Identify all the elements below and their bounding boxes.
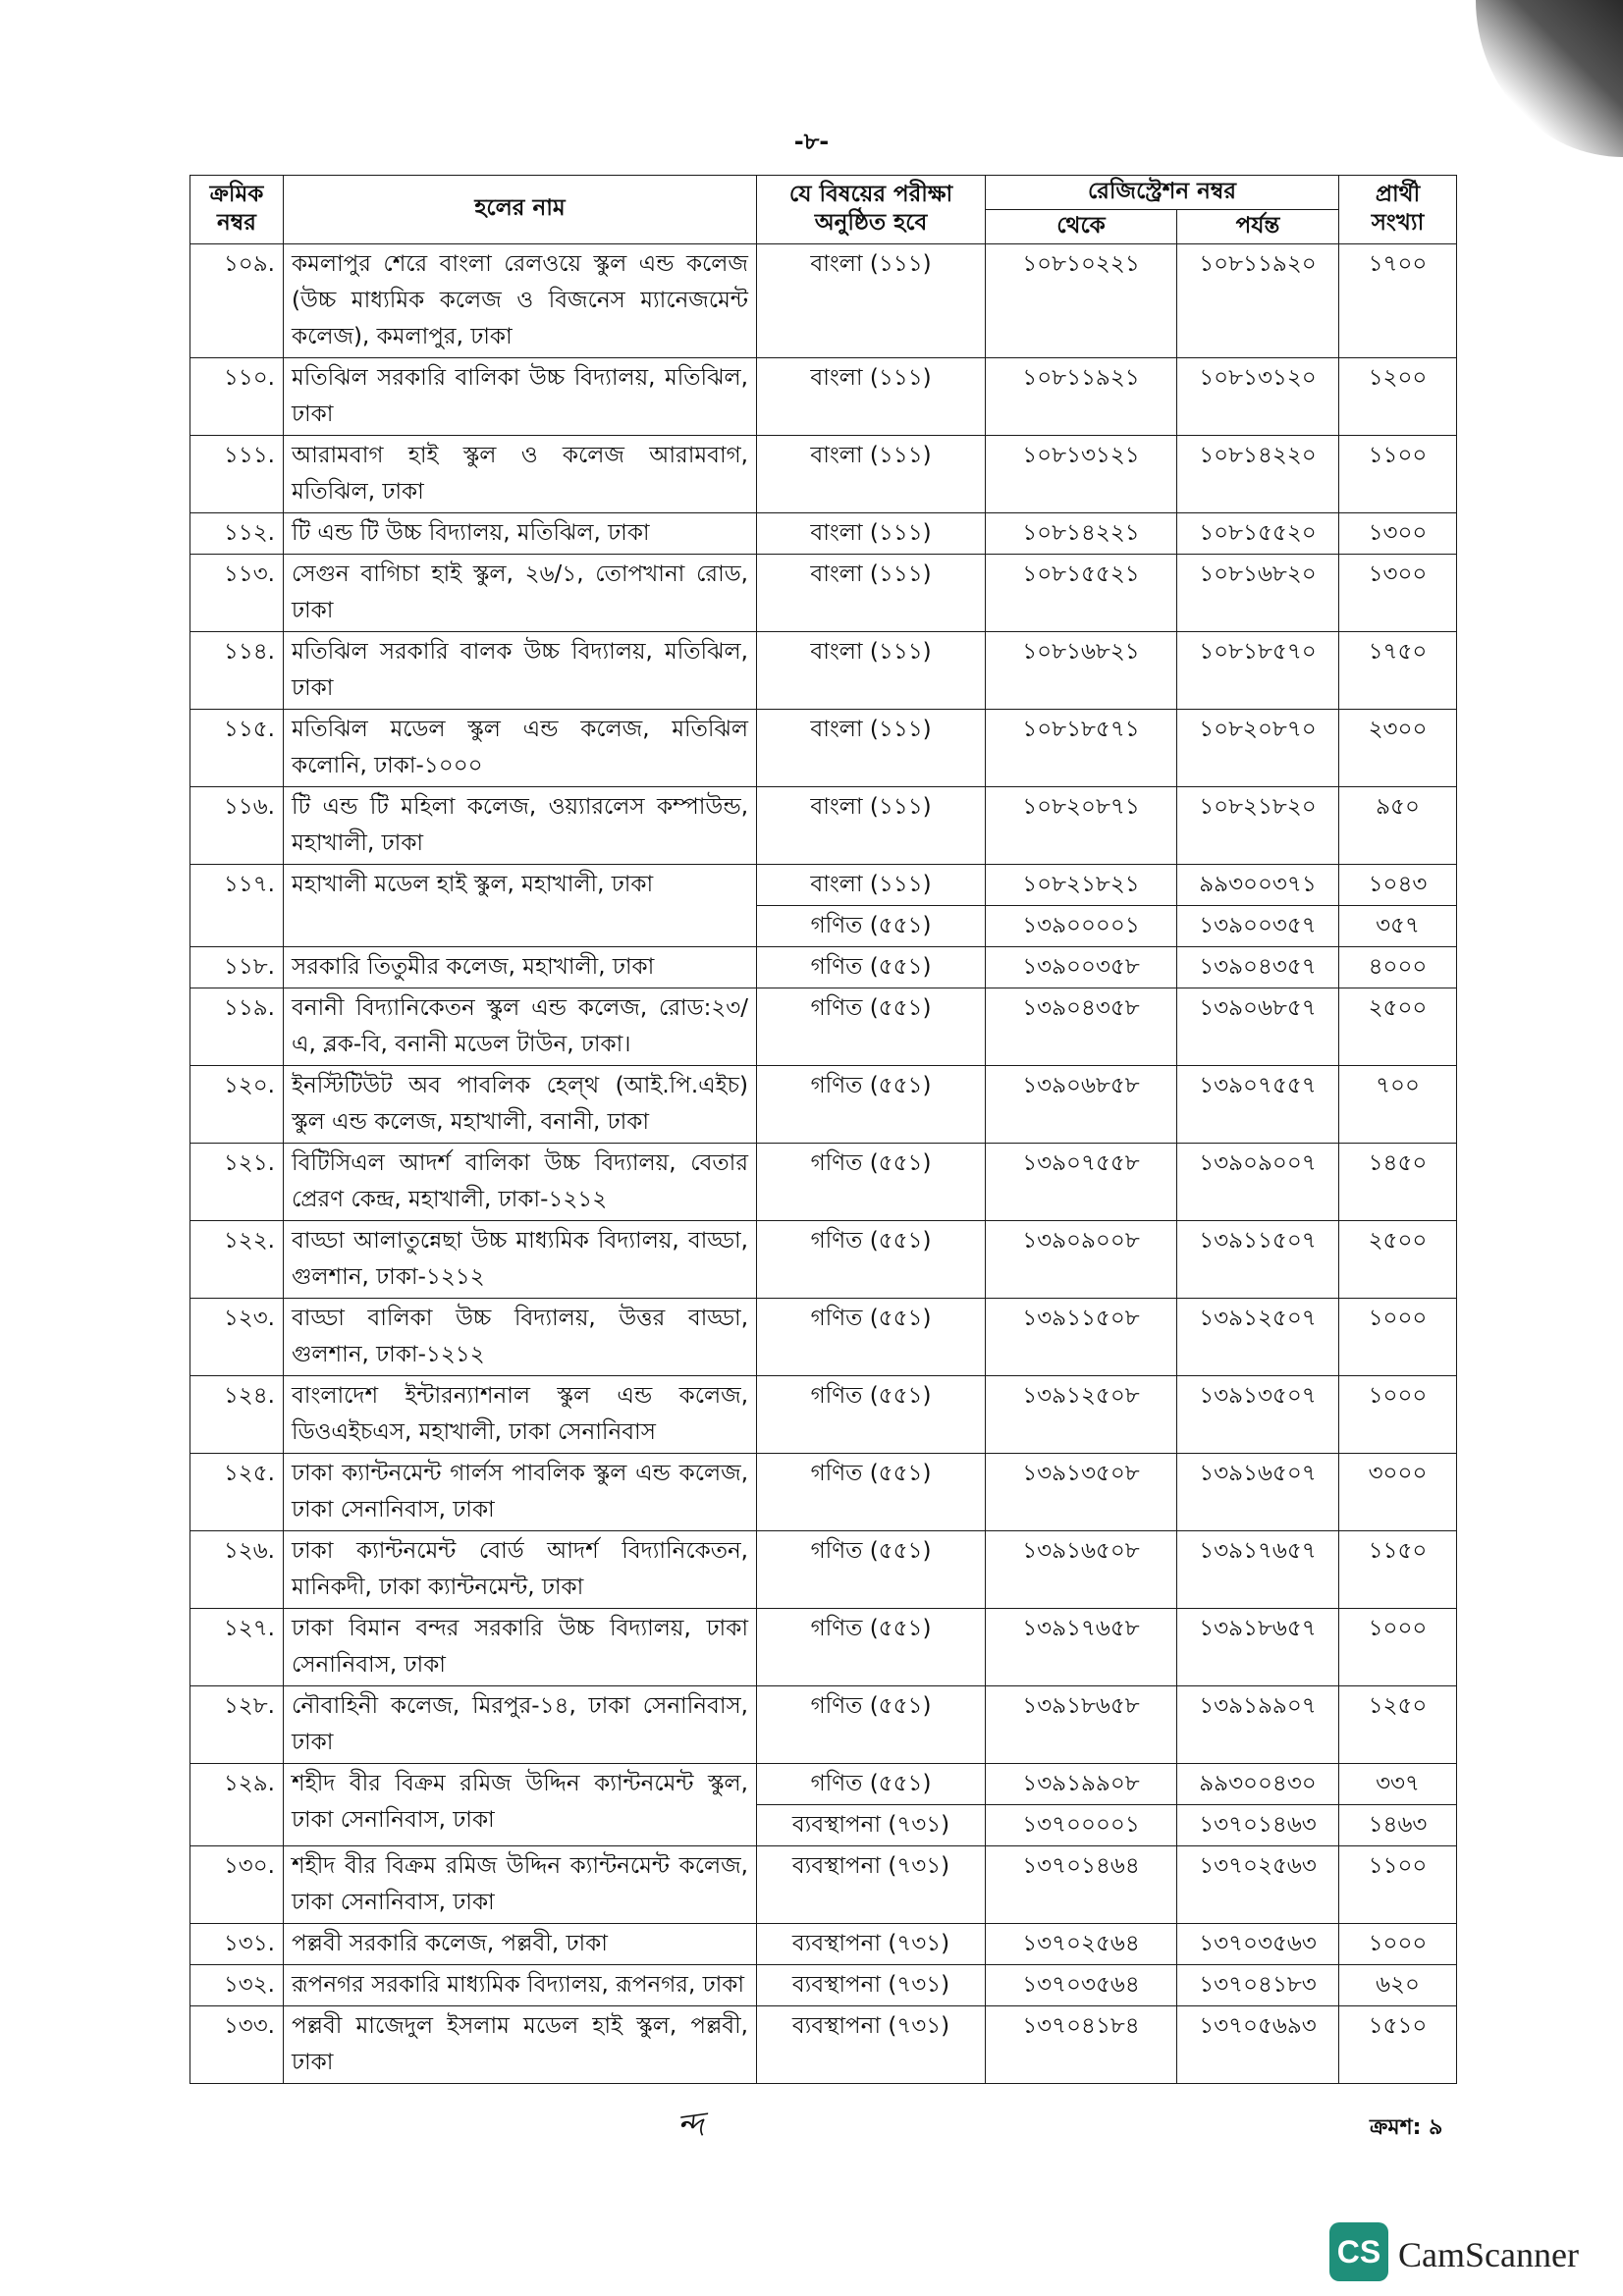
serial-cell: ১১৫. [190, 709, 284, 786]
subject-cell: ব্যবস্থাপনা (৭৩১) [757, 1964, 986, 2005]
subject-cell: গণিত (৫৫১) [757, 905, 986, 946]
reg-from-cell: ১৩৯০৬৮৫৮ [986, 1065, 1177, 1143]
serial-cell: ১০৯. [190, 243, 284, 357]
reg-to-cell: ১৩৯০৬৮৫৭ [1177, 988, 1339, 1065]
header-serial: ক্রমিক নম্বর [190, 176, 284, 244]
candidate-count-cell: ৯৫০ [1339, 786, 1457, 864]
reg-from-cell: ১৩৯১১৫০৮ [986, 1298, 1177, 1375]
subject-cell: বাংলা (১১১) [757, 864, 986, 905]
header-count: প্রার্থী সংখ্যা [1339, 176, 1457, 244]
serial-cell: ১১৩. [190, 554, 284, 631]
subject-cell: বাংলা (১১১) [757, 243, 986, 357]
candidate-count-cell: ১০০০ [1339, 1298, 1457, 1375]
reg-from-cell: ১৩৯০৯০০৮ [986, 1220, 1177, 1298]
candidate-count-cell: ২৩০০ [1339, 709, 1457, 786]
reg-to-cell: ১০৮১১৯২০ [1177, 243, 1339, 357]
table-row [190, 1453, 1457, 1530]
table-row [190, 1375, 1457, 1453]
reg-to-cell: ৯৯৩০০৪৩০ [1177, 1763, 1339, 1804]
reg-to-cell: ১৩৯০৯০০৭ [1177, 1143, 1339, 1220]
subject-cell: গণিত (৫৫১) [757, 946, 986, 988]
table-row [190, 1298, 1457, 1375]
candidate-count-cell: ৪০০০ [1339, 946, 1457, 988]
table-row [190, 2005, 1457, 2083]
table-body [190, 243, 1457, 2083]
hall-name-cell: মতিঝিল সরকারি বালিকা উচ্চ বিদ্যালয়, মতিঝিল, ঢাকা [284, 357, 757, 435]
candidate-count-cell: ১৪৫০ [1339, 1143, 1457, 1220]
camscanner-logo: CS [1329, 2222, 1388, 2281]
subject-cell: ব্যবস্থাপনা (৭৩১) [757, 1845, 986, 1923]
table-row [190, 554, 1457, 631]
candidate-count-cell: ৩৩৭ [1339, 1763, 1457, 1804]
hall-name-cell: বাড্ডা বালিকা উচ্চ বিদ্যালয়, উত্তর বাড্ডা, গুলশান, ঢাকা-১২১২ [284, 1298, 757, 1375]
table-row [190, 1923, 1457, 1964]
subject-cell: গণিত (৫৫১) [757, 1065, 986, 1143]
serial-cell: ১১১. [190, 435, 284, 512]
serial-cell: ১১৯. [190, 988, 284, 1065]
subject-cell: গণিত (৫৫১) [757, 988, 986, 1065]
reg-to-cell: ১৩৭০৫৬৯৩ [1177, 2005, 1339, 2083]
reg-to-cell: ১৩৭০১৪৬৩ [1177, 1804, 1339, 1845]
reg-from-cell: ১৩৯০৭৫৫৮ [986, 1143, 1177, 1220]
reg-from-cell: ১৩৭০৪১৮৪ [986, 2005, 1177, 2083]
serial-cell: ১৩২. [190, 1964, 284, 2005]
candidate-count-cell: ১০০০ [1339, 1923, 1457, 1964]
reg-from-cell: ১৩৯১৮৬৫৮ [986, 1685, 1177, 1763]
hall-name-cell: ঢাকা বিমান বন্দর সরকারি উচ্চ বিদ্যালয়, ঢাকা সেনানিবাস, ঢাকা [284, 1608, 757, 1685]
hall-name-cell: বাড্ডা আলাতুন্নেছা উচ্চ মাধ্যমিক বিদ্যালয়, বাড্ডা, গুলশান, ঢাকা-১২১২ [284, 1220, 757, 1298]
candidate-count-cell: ৬২০ [1339, 1964, 1457, 2005]
table-row [190, 946, 1457, 988]
reg-from-cell: ১০৮১৬৮২১ [986, 631, 1177, 709]
serial-cell: ১১৭. [190, 864, 284, 946]
serial-cell: ১২৬. [190, 1530, 284, 1608]
table-row [190, 1530, 1457, 1608]
subject-cell: বাংলা (১১১) [757, 357, 986, 435]
reg-from-cell: ১০৮১৪২২১ [986, 512, 1177, 554]
candidate-count-cell: ২৫০০ [1339, 1220, 1457, 1298]
subject-cell: গণিত (৫৫১) [757, 1298, 986, 1375]
subject-cell: ব্যবস্থাপনা (৭৩১) [757, 2005, 986, 2083]
candidate-count-cell: ১৩০০ [1339, 554, 1457, 631]
candidate-count-cell: ১১০০ [1339, 435, 1457, 512]
table-row [190, 512, 1457, 554]
hall-name-cell: শহীদ বীর বিক্রম রমিজ উদ্দিন ক্যান্টনমেন্ট কলেজ, ঢাকা সেনানিবাস, ঢাকা [284, 1845, 757, 1923]
reg-to-cell: ১৩৯১৮৬৫৭ [1177, 1608, 1339, 1685]
reg-to-cell: ১৩৭০২৫৬৩ [1177, 1845, 1339, 1923]
reg-to-cell: ১৩৭০৪১৮৩ [1177, 1964, 1339, 2005]
table-row [190, 709, 1457, 786]
hall-name-cell: ইনস্টিটিউট অব পাবলিক হেল্থ (আই.পি.এইচ) স্কুল এন্ড কলেজ, মহাখালী, বনানী, ঢাকা [284, 1065, 757, 1143]
candidate-count-cell: ১১০০ [1339, 1845, 1457, 1923]
table-row [190, 243, 1457, 357]
serial-cell: ১১৬. [190, 786, 284, 864]
hall-name-cell: শহীদ বীর বিক্রম রমিজ উদ্দিন ক্যান্টনমেন্ট স্কুল, ঢাকা সেনানিবাস, ঢাকা [284, 1763, 757, 1845]
serial-cell: ১২১. [190, 1143, 284, 1220]
table-row [190, 435, 1457, 512]
serial-cell: ১২৮. [190, 1685, 284, 1763]
hall-name-cell: বিটিসিএল আদর্শ বালিকা উচ্চ বিদ্যালয়, বেতার প্রেরণ কেন্দ্র, মহাখালী, ঢাকা-১২১২ [284, 1143, 757, 1220]
reg-to-cell: ১৩৯১১৫০৭ [1177, 1220, 1339, 1298]
reg-to-cell: ১০৮২০৮৭০ [1177, 709, 1339, 786]
serial-cell: ১৩১. [190, 1923, 284, 1964]
reg-from-cell: ১৩৯১৭৬৫৮ [986, 1608, 1177, 1685]
reg-from-cell: ১৩৯০৪৩৫৮ [986, 988, 1177, 1065]
hall-name-cell: ঢাকা ক্যান্টনমেন্ট বোর্ড আদর্শ বিদ্যানিকেতন, মানিকদী, ঢাকা ক্যান্টনমেন্ট, ঢাকা [284, 1530, 757, 1608]
reg-from-cell: ১৩৭০২৫৬৪ [986, 1923, 1177, 1964]
subject-cell: বাংলা (১১১) [757, 512, 986, 554]
reg-from-cell: ১৩৯০০৩৫৮ [986, 946, 1177, 988]
table-row [190, 1220, 1457, 1298]
reg-from-cell: ১০৮১১৯২১ [986, 357, 1177, 435]
table-row [190, 786, 1457, 864]
candidate-count-cell: ১০৪৩ [1339, 864, 1457, 905]
page-number: -৮- [793, 128, 830, 155]
hall-name-cell: নৌবাহিনী কলেজ, মিরপুর-১৪, ঢাকা সেনানিবাস, ঢাকা [284, 1685, 757, 1763]
hall-name-cell: টি এন্ড টি মহিলা কলেজ, ওয়্যারলেস কম্পাউন্ড, মহাখালী, ঢাকা [284, 786, 757, 864]
reg-to-cell: ১০৮২১৮২০ [1177, 786, 1339, 864]
serial-cell: ১১২. [190, 512, 284, 554]
candidate-count-cell: ৩৫৭ [1339, 905, 1457, 946]
candidate-count-cell: ১২৫০ [1339, 1685, 1457, 1763]
candidate-count-cell: ৭০০ [1339, 1065, 1457, 1143]
table-row [190, 631, 1457, 709]
table-row [190, 1845, 1457, 1923]
table-row [190, 357, 1457, 435]
reg-from-cell: ১০৮১০২২১ [986, 243, 1177, 357]
subject-cell: গণিত (৫৫১) [757, 1143, 986, 1220]
reg-to-cell: ১০৮১৫৫২০ [1177, 512, 1339, 554]
serial-cell: ১২৫. [190, 1453, 284, 1530]
candidate-count-cell: ১৭০০ [1339, 243, 1457, 357]
subject-cell: গণিত (৫৫১) [757, 1763, 986, 1804]
subject-cell: গণিত (৫৫১) [757, 1220, 986, 1298]
subject-cell: বাংলা (১১১) [757, 435, 986, 512]
hall-name-cell: আরামবাগ হাই স্কুল ও কলেজ আরামবাগ, মতিঝিল, ঢাকা [284, 435, 757, 512]
reg-from-cell: ১৩৭০০০০১ [986, 1804, 1177, 1845]
reg-to-cell: ১৩৯০৭৫৫৭ [1177, 1065, 1339, 1143]
subject-cell: বাংলা (১১১) [757, 786, 986, 864]
reg-from-cell: ১৩৯১২৫০৮ [986, 1375, 1177, 1453]
header-from: থেকে [986, 209, 1177, 243]
table-row [190, 1065, 1457, 1143]
serial-cell: ১১৮. [190, 946, 284, 988]
signature-mark: ন্দ [675, 2105, 707, 2148]
reg-to-cell: ১৩৭০৩৫৬৩ [1177, 1923, 1339, 1964]
serial-cell: ১২৭. [190, 1608, 284, 1685]
table-row [190, 864, 1457, 905]
hall-name-cell: ঢাকা ক্যান্টনমেন্ট গার্লস পাবলিক স্কুল এন্ড কলেজ, ঢাকা সেনানিবাস, ঢাকা [284, 1453, 757, 1530]
reg-from-cell: ১৩৯১৬৫০৮ [986, 1530, 1177, 1608]
reg-from-cell: ১৩৭০৩৫৬৪ [986, 1964, 1177, 2005]
subject-cell: গণিত (৫৫১) [757, 1375, 986, 1453]
subject-cell: গণিত (৫৫১) [757, 1685, 986, 1763]
serial-cell: ১২২. [190, 1220, 284, 1298]
serial-cell: ১১০. [190, 357, 284, 435]
candidate-count-cell: ২৫০০ [1339, 988, 1457, 1065]
subject-cell: ব্যবস্থাপনা (৭৩১) [757, 1923, 986, 1964]
header-hall: হলের নাম [284, 176, 757, 244]
table-row [190, 1143, 1457, 1220]
reg-from-cell: ১০৮২০৮৭১ [986, 786, 1177, 864]
reg-from-cell: ১০৮১৩১২১ [986, 435, 1177, 512]
subject-cell: ব্যবস্থাপনা (৭৩১) [757, 1804, 986, 1845]
table-row [190, 1763, 1457, 1804]
hall-name-cell: পল্লবী মাজেদুল ইসলাম মডেল হাই স্কুল, পল্লবী, ঢাকা [284, 2005, 757, 2083]
subject-cell: বাংলা (১১১) [757, 709, 986, 786]
reg-to-cell: ১৩৯০৪৩৫৭ [1177, 946, 1339, 988]
candidate-count-cell: ১০০০ [1339, 1375, 1457, 1453]
reg-to-cell: ৯৯৩০০৩৭১ [1177, 864, 1339, 905]
table-row [190, 1608, 1457, 1685]
hall-name-cell: সরকারি তিতুমীর কলেজ, মহাখালী, ঢাকা [284, 946, 757, 988]
camscanner-label: CamScanner [1398, 2235, 1579, 2274]
header-to: পর্যন্ত [1177, 209, 1339, 243]
subject-cell: বাংলা (১১১) [757, 554, 986, 631]
reg-to-cell: ১৩৯০০৩৫৭ [1177, 905, 1339, 946]
serial-cell: ১২০. [190, 1065, 284, 1143]
hall-name-cell: বাংলাদেশ ইন্টারন্যাশনাল স্কুল এন্ড কলেজ, ডিওএইচএস, মহাখালী, ঢাকা সেনানিবাস [284, 1375, 757, 1453]
hall-name-cell: মতিঝিল সরকারি বালক উচ্চ বিদ্যালয়, মতিঝিল, ঢাকা [284, 631, 757, 709]
reg-from-cell: ১৩৭০১৪৬৪ [986, 1845, 1177, 1923]
hall-name-cell: টি এন্ড টি উচ্চ বিদ্যালয়, মতিঝিল, ঢাকা [284, 512, 757, 554]
serial-cell: ১২৪. [190, 1375, 284, 1453]
reg-to-cell: ১৩৯১৭৬৫৭ [1177, 1530, 1339, 1608]
serial-cell: ১১৪. [190, 631, 284, 709]
hall-name-cell: মতিঝিল মডেল স্কুল এন্ড কলেজ, মতিঝিল কলোনি, ঢাকা-১০০০ [284, 709, 757, 786]
serial-cell: ১৩০. [190, 1845, 284, 1923]
reg-from-cell: ১৩৯১৯৯০৮ [986, 1763, 1177, 1804]
reg-from-cell: ১০৮১৫৫২১ [986, 554, 1177, 631]
subject-cell: গণিত (৫৫১) [757, 1608, 986, 1685]
candidate-count-cell: ১৩০০ [1339, 512, 1457, 554]
hall-name-cell: রূপনগর সরকারি মাধ্যমিক বিদ্যালয়, রূপনগর, ঢাকা [284, 1964, 757, 2005]
reg-from-cell: ১০৮২১৮২১ [986, 864, 1177, 905]
serial-cell: ১৩৩. [190, 2005, 284, 2083]
hall-name-cell: মহাখালী মডেল হাই স্কুল, মহাখালী, ঢাকা [284, 864, 757, 946]
candidate-count-cell: ১৪৬৩ [1339, 1804, 1457, 1845]
serial-cell: ১২৯. [190, 1763, 284, 1845]
hall-name-cell: কমলাপুর শেরে বাংলা রেলওয়ে স্কুল এন্ড কলেজ (উচ্চ মাধ্যমিক কলেজ ও বিজনেস ম্যানেজমেন্ট কলেজ), কমলাপুর, ঢাকা [284, 243, 757, 357]
continued-note: ক্রমশ: ৯ [1370, 2115, 1443, 2140]
reg-to-cell: ১০৮১৬৮২০ [1177, 554, 1339, 631]
reg-to-cell: ১৩৯১৩৫০৭ [1177, 1375, 1339, 1453]
exam-hall-table [189, 175, 1457, 2084]
reg-to-cell: ১৩৯১৬৫০৭ [1177, 1453, 1339, 1530]
subject-cell: বাংলা (১১১) [757, 631, 986, 709]
table-header-row [190, 176, 1457, 210]
candidate-count-cell: ১৭৫০ [1339, 631, 1457, 709]
hall-name-cell: সেগুন বাগিচা হাই স্কুল, ২৬/১, তোপখানা রোড, ঢাকা [284, 554, 757, 631]
candidate-count-cell: ৩০০০ [1339, 1453, 1457, 1530]
candidate-count-cell: ১৫১০ [1339, 2005, 1457, 2083]
header-subject: যে বিষয়ের পরীক্ষা অনুষ্ঠিত হবে [757, 176, 986, 244]
reg-to-cell: ১০৮১৪২২০ [1177, 435, 1339, 512]
hall-name-cell: বনানী বিদ্যানিকেতন স্কুল এন্ড কলেজ, রোড:২৩/এ, ব্লক-বি, বনানী মডেল টাউন, ঢাকা। [284, 988, 757, 1065]
serial-cell: ১২৩. [190, 1298, 284, 1375]
reg-to-cell: ১০৮১৮৫৭০ [1177, 631, 1339, 709]
candidate-count-cell: ১০০০ [1339, 1608, 1457, 1685]
candidate-count-cell: ১২০০ [1339, 357, 1457, 435]
hall-name-cell: পল্লবী সরকারি কলেজ, পল্লবী, ঢাকা [284, 1923, 757, 1964]
candidate-count-cell: ১১৫০ [1339, 1530, 1457, 1608]
subject-cell: গণিত (৫৫১) [757, 1453, 986, 1530]
reg-to-cell: ১৩৯১৯৯০৭ [1177, 1685, 1339, 1763]
reg-to-cell: ১০৮১৩১২০ [1177, 357, 1339, 435]
reg-from-cell: ১৩৯১৩৫০৮ [986, 1453, 1177, 1530]
table-row [190, 988, 1457, 1065]
header-registration: রেজিস্ট্রেশন নম্বর [986, 176, 1339, 210]
table-row [190, 1964, 1457, 2005]
reg-to-cell: ১৩৯১২৫০৭ [1177, 1298, 1339, 1375]
table-row [190, 1685, 1457, 1763]
reg-from-cell: ১৩৯০০০০১ [986, 905, 1177, 946]
reg-from-cell: ১০৮১৮৫৭১ [986, 709, 1177, 786]
subject-cell: গণিত (৫৫১) [757, 1530, 986, 1608]
